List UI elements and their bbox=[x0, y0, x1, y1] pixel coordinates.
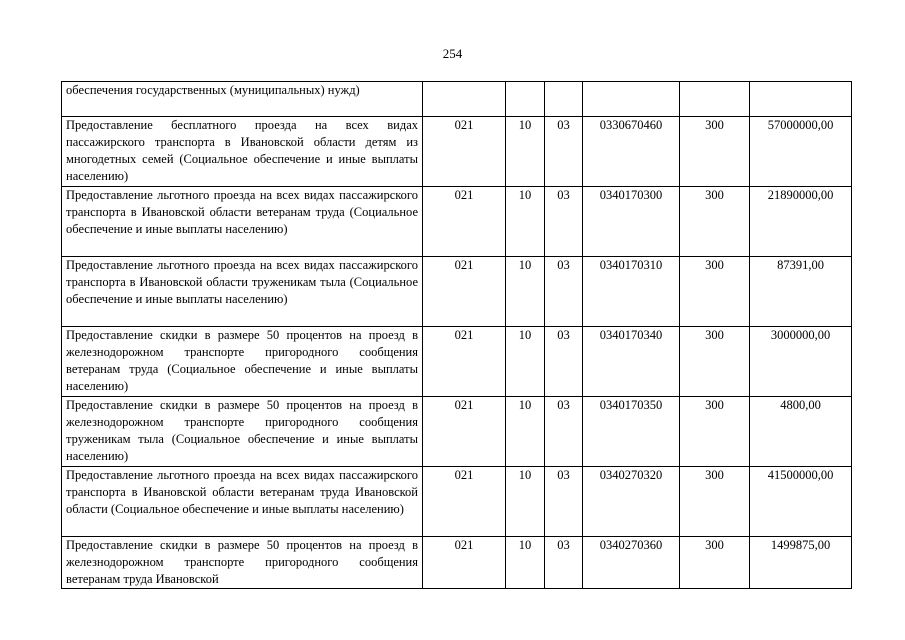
table-row bbox=[62, 117, 852, 187]
row-expense-type: 300 bbox=[680, 257, 750, 327]
row-expense-type: 300 bbox=[680, 117, 750, 187]
row-amount: 1499875,00 bbox=[750, 537, 852, 589]
row-ministry-code: 021 bbox=[423, 187, 506, 257]
row-expense-type: 300 bbox=[680, 187, 750, 257]
row-ministry-code: 021 bbox=[423, 467, 506, 537]
row-description: Предоставление скидки в размере 50 процентов на проезд в железнодорожном транспорте пригородного сообщения труженикам тыла (Социальное обеспечение и иные выплаты населению) bbox=[62, 397, 423, 467]
row-description: обеспечения государственных (муниципальных) нужд) bbox=[62, 82, 423, 117]
table-row bbox=[62, 537, 852, 589]
row-amount: 87391,00 bbox=[750, 257, 852, 327]
row-description: Предоставление скидки в размере 50 процентов на проезд в железнодорожном транспорте пригородного сообщения ветеранам труда Ивановской bbox=[62, 537, 423, 589]
table-row bbox=[62, 82, 852, 117]
row-ministry-code: 021 bbox=[423, 397, 506, 467]
row-target-article: 0340170300 bbox=[583, 187, 680, 257]
row-target-article bbox=[583, 82, 680, 117]
row-expense-type: 300 bbox=[680, 537, 750, 589]
row-subsection-code bbox=[545, 82, 583, 117]
row-target-article: 0340170350 bbox=[583, 397, 680, 467]
row-target-article: 0340170340 bbox=[583, 327, 680, 397]
row-section-code: 10 bbox=[506, 537, 545, 589]
row-expense-type: 300 bbox=[680, 397, 750, 467]
table-row bbox=[62, 187, 852, 257]
row-ministry-code bbox=[423, 82, 506, 117]
row-target-article: 0330670460 bbox=[583, 117, 680, 187]
row-section-code bbox=[506, 82, 545, 117]
row-expense-type: 300 bbox=[680, 467, 750, 537]
table-row bbox=[62, 467, 852, 537]
row-section-code: 10 bbox=[506, 257, 545, 327]
row-description: Предоставление скидки в размере 50 процентов на проезд в железнодорожном транспорте пригородного сообщения ветеранам труда (Социальное обеспечение и иные выплаты населению) bbox=[62, 327, 423, 397]
row-amount: 3000000,00 bbox=[750, 327, 852, 397]
row-target-article: 0340170310 bbox=[583, 257, 680, 327]
table-row bbox=[62, 397, 852, 467]
row-expense-type: 300 bbox=[680, 327, 750, 397]
row-description: Предоставление льготного проезда на всех видах пассажирского транспорта в Ивановской области труженикам тыла (Социальное обеспечение и иные выплаты населению) bbox=[62, 257, 423, 327]
row-ministry-code: 021 bbox=[423, 117, 506, 187]
row-subsection-code: 03 bbox=[545, 397, 583, 467]
row-subsection-code: 03 bbox=[545, 537, 583, 589]
row-description: Предоставление бесплатного проезда на всех видах пассажирского транспорта в Ивановской области детям из многодетных семей (Социальное обеспечение и иные выплаты населению) bbox=[62, 117, 423, 187]
row-subsection-code: 03 bbox=[545, 187, 583, 257]
row-target-article: 0340270320 bbox=[583, 467, 680, 537]
table-row bbox=[62, 327, 852, 397]
row-description: Предоставление льготного проезда на всех видах пассажирского транспорта в Ивановской области ветеранам труда (Социальное обеспечение и иные выплаты населению) bbox=[62, 187, 423, 257]
row-subsection-code: 03 bbox=[545, 467, 583, 537]
row-target-article: 0340270360 bbox=[583, 537, 680, 589]
row-amount: 21890000,00 bbox=[750, 187, 852, 257]
row-ministry-code: 021 bbox=[423, 537, 506, 589]
row-amount: 41500000,00 bbox=[750, 467, 852, 537]
row-section-code: 10 bbox=[506, 327, 545, 397]
row-amount: 57000000,00 bbox=[750, 117, 852, 187]
page-number: 254 bbox=[442, 46, 463, 61]
row-ministry-code: 021 bbox=[423, 257, 506, 327]
row-amount bbox=[750, 82, 852, 117]
row-expense-type bbox=[680, 82, 750, 117]
row-section-code: 10 bbox=[506, 397, 545, 467]
row-amount: 4800,00 bbox=[750, 397, 852, 467]
row-ministry-code: 021 bbox=[423, 327, 506, 397]
row-subsection-code: 03 bbox=[545, 117, 583, 187]
row-subsection-code: 03 bbox=[545, 327, 583, 397]
table-row bbox=[62, 257, 852, 327]
row-section-code: 10 bbox=[506, 117, 545, 187]
row-description: Предоставление льготного проезда на всех видах пассажирского транспорта в Ивановской области ветеранам труда Ивановской области (Социальное обеспечение и иные выплаты населению) bbox=[62, 467, 423, 537]
row-section-code: 10 bbox=[506, 467, 545, 537]
row-section-code: 10 bbox=[506, 187, 545, 257]
row-subsection-code: 03 bbox=[545, 257, 583, 327]
budget-table bbox=[61, 81, 852, 589]
